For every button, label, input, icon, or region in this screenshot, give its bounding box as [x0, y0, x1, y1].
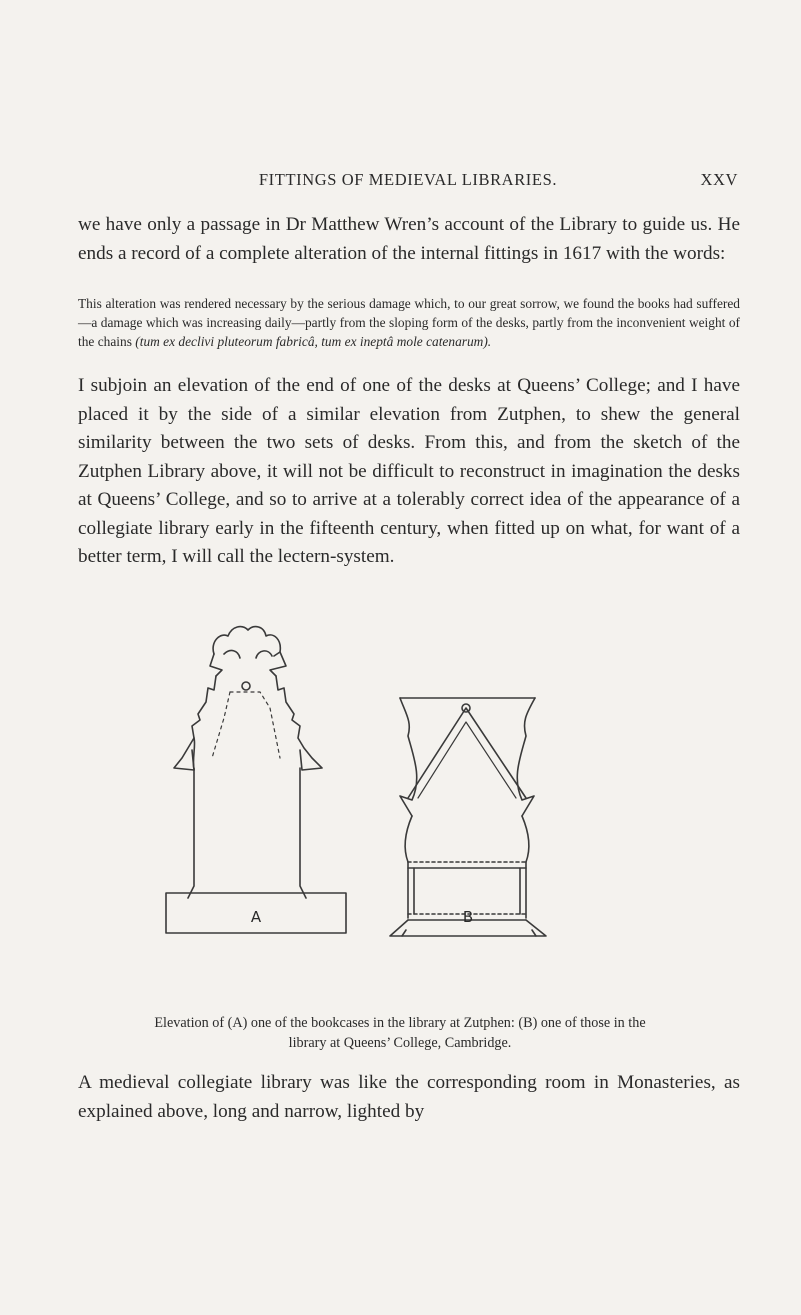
label-b: B	[462, 908, 474, 926]
running-header	[78, 170, 738, 194]
elevation-figure	[150, 618, 570, 1003]
elevation-drawing	[150, 618, 570, 1003]
bookcase-a-drawing	[166, 627, 346, 933]
label-a: A	[250, 908, 262, 926]
page-number: XXV	[700, 170, 738, 189]
quote-text: This alteration was rendered necessary by the serious damage which, to our great sorrow, we found the books had suffered—a damage which was increasing daily—partly from the sloping form of the desks, partly from the inconvenient weight of the chains	[78, 296, 740, 349]
bookcase-b-drawing	[390, 698, 546, 936]
chain-ring-a	[242, 682, 250, 690]
paragraph-2: I subjoin an elevation of the end of one of the desks at Queens’ College; and I have placed it by the side of a similar elevation from Zutphen, to shew the general similarity between the two sets of desks. From this, and from the sketch of the Zutphen Library above, it will not be difficult to reconstruct in imagination the desks at Queens’ College, and so to arrive at a tolerably correct idea of the appearance of a collegiate library early in the fifteenth century, when fitted up on what, for want of a better term, I will call the lectern-system.	[78, 375, 740, 567]
figure-caption: Elevation of (A) one of the bookcases in the library at Zutphen: (B) one of those in the library at Queens’ College, Cambridge.	[154, 1015, 646, 1051]
running-title: FITTINGS OF MEDIEVAL LIBRARIES.	[258, 170, 558, 189]
paragraph-1: we have only a passage in Dr Matthew Wren’s account of the Library to guide us. He ends a record of a complete alteration of the internal fittings in 1617 with the words:	[78, 214, 740, 264]
block-quote	[78, 294, 740, 351]
paragraph-3: A medieval collegiate library was like the corresponding room in Monasteries, as explained above, long and narrow, lighted by	[78, 1072, 740, 1122]
quote-latin: (tum ex declivi pluteorum fabricâ, tum ex ineptâ mole catenarum).	[135, 334, 492, 349]
